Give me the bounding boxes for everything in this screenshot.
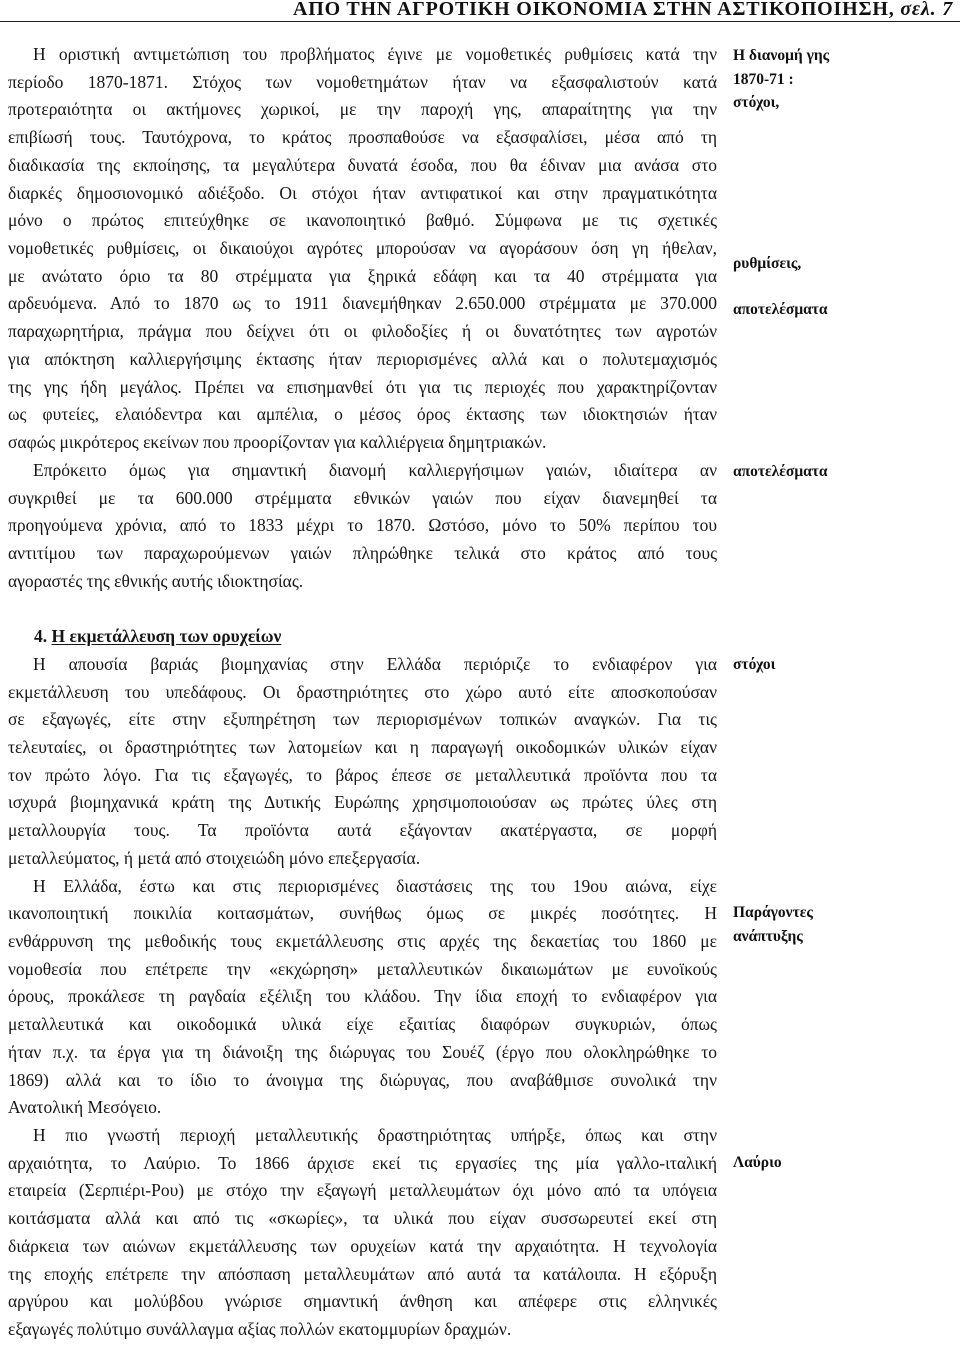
margin-note-line: στόχοι [733,656,776,673]
text-line: της γης ήδη μεγάλος. Πρέπει να επισημανθεί ότι για τις περιοχές που χαρακτηρίζονταν [8,376,717,397]
margin-note [733,460,828,484]
main-text-column [8,41,717,1344]
mining-section [8,623,717,1344]
margin-note-line: στόχοι, [733,94,780,111]
margin-note [733,44,829,115]
text-line: σαφώς μικρότερος εκείνων που προορίζονταν για καλλιέργεια δημητριακών. [8,432,547,453]
paragraph [8,651,717,873]
text-line: παραχωρητήρια, πράγμα που δείχνει ότι οι φιλοδοξίες ή οι δυνατότητες των αγροτών [8,321,717,342]
text-line: Επρόκειτο όμως για σημαντική διανομή καλλιεργήσιμων γαιών, ιδιαίτερα αν [33,459,717,480]
section-spacer [8,595,717,623]
text-line: διαρκές δημοσιονομικό αδιέξοδο. Οι στόχοι ήταν αντιφατικοί και στην πραγματικότητα [8,182,717,203]
text-line: όρους, προκάλεσε τη ραγδαία εξέλιξη του κλάδου. Την ίδια εποχή το ενδιαφέρον για [8,986,717,1007]
text-line: μόνο ο πρώτος επιτεύχθηκε σε ικανοποιητικό βαθμό. Σύμφωνα με τις σχετικές [8,210,717,231]
section-title: Η εκμετάλλευση των ορυχείων [51,626,282,647]
paragraph [8,457,717,596]
text-line: επιβίωσή τους. Ταυτόχρονα, το κράτος προσπαθούσε να εξασφαλίσει, μέσα από τη [8,127,717,148]
text-line: αργύρου και μολύβδου γνώρισε σημαντική άνθηση και απέφερε στις ελληνικές [8,1291,717,1312]
text-line: αρδευόμενα. Από το 1870 ως το 1911 διανεμήθηκαν 2.650.000 στρέμματα με 370.000 [8,293,717,314]
text-line: ικανοποιητική ποικιλία κοιτασμάτων, συνήθως όμως σε μικρές ποσότητες. Η [8,903,717,924]
text-line: Η απουσία βαριάς βιομηχανίας στην Ελλάδα περιόριζε το ενδιαφέρον για [33,653,717,674]
text-line: τελευταίες, οι δραστηριότητες των λατομείων και η παραγωγή οικοδομικών υλικών είχαν [8,736,717,757]
text-line: διαδικασία της εκποίησης, τα μεγαλύτερα δυνατά έσοδα, που θα έδιναν μια ανάσα στο [8,154,717,175]
text-line: Ανατολική Μεσόγειο. [8,1097,162,1118]
text-line: προηγούμενα χρόνια, από το 1833 μέχρι το 1870. Ωστόσο, μόνο το 50% περίπου του [8,515,717,536]
text-line: σε εξαγωγές, είτε στην εξυπηρέτηση των περιορισμένων τοπικών αναγκών. Για τις [8,709,717,730]
text-line: προτεραιότητα οι ακτήμονες χωρικοί, με την παροχή γης, απαραίτητης για την [8,99,717,120]
margin-note-line: αποτελέσματα [733,301,828,318]
margin-note [733,901,813,948]
text-line: περίοδο 1870-1871. Στόχος των νομοθετημάτων ήταν να εξασφαλιστούν κατά [8,71,717,92]
page-number: σελ. 7 [900,0,953,20]
paragraph [8,873,717,1122]
margin-note-line: ανάπτυξης [733,927,803,945]
margin-note [733,1151,782,1175]
text-line: εκμετάλλευση του υπεδάφους. Οι δραστηριότητες στο χώρο αυτό είτε αποσκοπούσαν [8,681,717,702]
text-line: διάρκεια των αιώνων εκμετάλλευσης των ορυχείων κατά την αρχαιότητα. Η τεχνολογία [8,1235,717,1256]
text-line: Η πιο γνωστή περιοχή μεταλλευτικής δραστηριότητας υπήρξε, όπως και στην [33,1125,717,1146]
text-line: κοιτάσματα αλλά και από τις «σκωρίες», τα υλικά που είχαν συσσωρευτεί εκεί στη [8,1208,717,1229]
text-line: νομοθετικές ρυθμίσεις, οι δικαιούχοι αγρότες μπορούσαν να αγοράσουν όση γη ήθελαν, [8,238,717,259]
text-line: ισχυρά βιομηχανικά κράτη της Δυτικής Ευρώπης χρησιμοποιούσαν ως πρώτες ύλες στη [8,792,717,813]
text-line: με ανώτατο όριο τα 80 στρέμματα για ξηρικά εδάφη και τα 40 στρέμματα για [8,265,717,286]
margin-note-line: Παράγοντες [733,904,813,921]
text-line: εξαγωγές πολύτιμο συνάλλαγμα αξίας πολλών εκατομμυρίων δραχμών. [8,1319,512,1340]
text-line: μεταλλευτικά και οικοδομικά υλικά είχε εξαιτίας διαφόρων συγκυριών, όπως [8,1014,717,1035]
text-line: Η οριστική αντιμετώπιση του προβλήματος έγινε με νομοθετικές ρυθμίσεις κατά την [33,44,717,64]
margin-note-line: ρυθμίσεις, [733,255,802,272]
intro-section [8,41,717,595]
text-line: ως φυτείες, ελαιόδεντρα και αμπέλια, ο μέσος όρος έκτασης των ιδιοκτησιών ήταν [8,404,717,425]
text-line: ενθάρρυνση της μεθοδικής τους εκμετάλλευσης στις αρχές της δεκαετίας του 1860 με [8,931,717,951]
margin-note-line: Λαύριο [733,1154,782,1171]
text-line: αντιτίμου των παραχωρούμενων γαιών πληρώθηκε τελικά στο κράτος από τους [8,542,717,563]
section-number: 4. [34,626,48,647]
text-line: αγοραστές της εθνικής αυτής ιδιοκτησίας. [8,570,304,591]
text-line: αρχαιότητα, το Λαύριο. Το 1866 άρχισε εκεί τις εργασίες της μία γαλλο-ιταλική [8,1152,717,1173]
margin-note [733,653,775,677]
header-rule [0,21,960,22]
paragraph [8,41,717,457]
text-line: της εποχής επέτρεπε την απόσπαση μεταλλευμάτων από αυτά τα κατάλοιπα. Η εξόρυξη [8,1263,717,1284]
margin-note [733,252,801,276]
text-line: συγκριθεί με τα 600.000 στρέμματα εθνικών γαιών που είχαν διανεμηθεί τα [8,487,717,508]
text-line: ήταν π.χ. τα έργα για τη διάνοιξη της διώρυγας του Σουέζ (έργο που ολοκληρώθηκε το [8,1041,717,1062]
text-line: μεταλλουργία τους. Τα προϊόντα αυτά εξάγονταν ακατέργαστα, σε μορφή [8,820,717,841]
text-line: μεταλλεύματος, ή μετά από στοιχειώδη μόνο επεξεργασία. [8,847,421,868]
text-line: για απόκτηση καλλιεργήσιμης έκτασης ήταν περιορισμένες αλλά και ο πολυτεμαχισμός [8,348,717,369]
header-title: ΑΠΟ ΤΗΝ ΑΓΡΟΤΙΚΗ ΟΙΚΟΝΟΜΙΑ ΣΤΗΝ ΑΣΤΙΚΟΠΟΙΗΣΗ, [293,0,895,20]
text-line: 1869) αλλά και το ίδιο το άνοιγμα της διώρυγας, που αναβάθμισε συνολικά την [8,1069,717,1090]
text-line: τον πρώτο λόγο. Για τις εξαγωγές, το βάρος έπεσε σε μεταλλευτικά προϊόντα που τα [8,764,717,785]
margin-note [733,298,828,322]
margin-note-line: 1870-71 : [733,70,794,88]
section-heading [8,623,717,651]
text-line: Η Ελλάδα, έστω και στις περιορισμένες διαστάσεις της του 19ου αιώνα, είχε [33,875,717,896]
paragraph [8,1122,717,1344]
running-header [293,0,953,19]
margin-note-line: Η διανομή γης [733,47,830,64]
text-line: εταιρεία (Σερπιέρι-Ρου) με στόχο την εξαγωγή μεταλλευμάτων όχι μόνο από τα υπόγεια [8,1180,717,1201]
margin-note-line: αποτελέσματα [733,463,828,480]
text-line: νομοθεσία που επέτρεπε την «εκχώρηση» μεταλλευτικών δικαιωμάτων με ευνοϊκούς [8,958,717,979]
